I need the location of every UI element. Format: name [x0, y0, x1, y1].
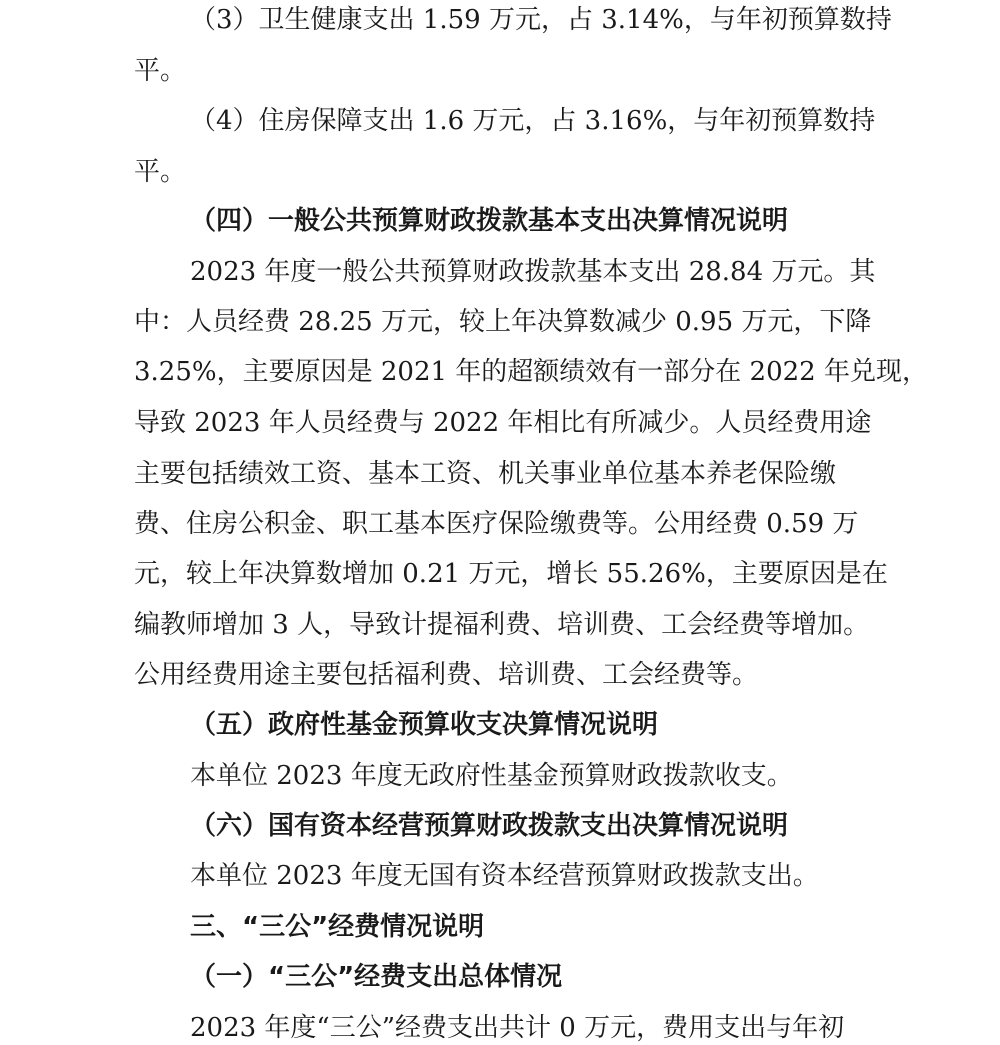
section-heading: （四）一般公共预算财政拨款基本支出决算情况说明 — [190, 206, 789, 236]
paragraph-line: 主要包括绩效工资、基本工资、机关事业单位基本养老保险缴 — [134, 459, 837, 489]
paragraph-line: 费、住房公积金、职工基本医疗保险缴费等。公用经费 0.59 万 — [134, 509, 859, 539]
chapter-heading: 三、“三公”经费情况说明 — [190, 912, 485, 942]
paragraph-line: 中：人员经费 28.25 万元，较上年决算数减少 0.95 万元，下降 — [134, 307, 872, 337]
paragraph-line: （4）住房保障支出 1.6 万元，占 3.16%，与年初预算数持 — [190, 106, 876, 136]
paragraph-line: 公用经费用途主要包括福利费、培训费、工会经费等。 — [134, 660, 759, 690]
paragraph-line: 编教师增加 3 人，导致计提福利费、培训费、工会经费等增加。 — [134, 610, 870, 640]
section-heading: （五）政府性基金预算收支决算情况说明 — [190, 710, 659, 740]
paragraph-line: 平。 — [134, 157, 187, 187]
paragraph-line: 元，较上年决算数增加 0.21 万元，增长 55.26%，主要原因是在 — [134, 559, 888, 589]
paragraph-line: 2023 年度“三公”经费支出共计 0 万元，费用支出与年初 — [190, 1013, 845, 1043]
paragraph-line: 本单位 2023 年度无国有资本经营预算财政拨款支出。 — [190, 861, 819, 891]
paragraph-line: 3.25%，主要原因是 2021 年的超额绩效有一部分在 2022 年兑现， — [134, 357, 928, 387]
paragraph-line: 2023 年度一般公共预算财政拨款基本支出 28.84 万元。其 — [190, 257, 876, 287]
section-heading: （一）“三公”经费支出总体情况 — [190, 962, 563, 992]
section-heading: （六）国有资本经营预算财政拨款支出决算情况说明 — [190, 811, 789, 841]
paragraph-line: 平。 — [134, 56, 187, 86]
paragraph-line: （3）卫生健康支出 1.59 万元，占 3.14%，与年初预算数持 — [190, 5, 892, 35]
paragraph-line: 导致 2023 年人员经费与 2022 年相比有所减少。人员经费用途 — [134, 408, 872, 438]
paragraph-line: 本单位 2023 年度无政府性基金预算财政拨款收支。 — [190, 761, 793, 791]
